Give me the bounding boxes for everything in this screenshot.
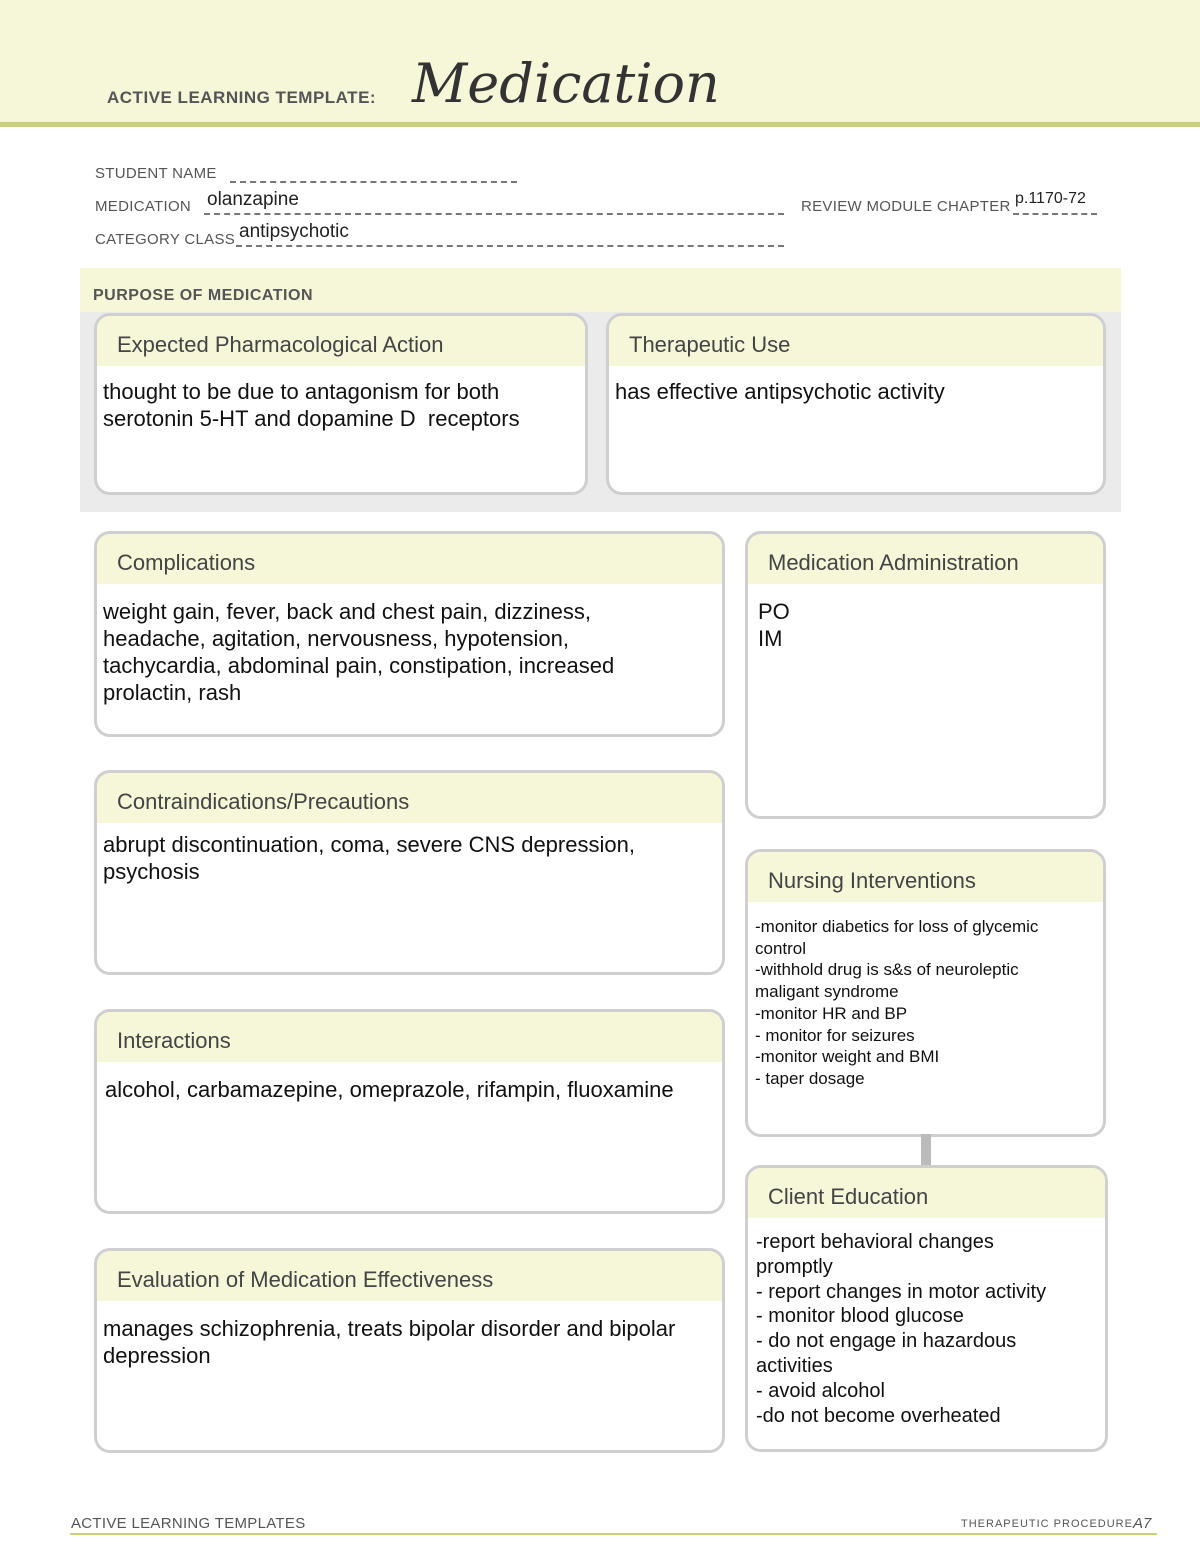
footer-left: ACTIVE LEARNING TEMPLATES — [71, 1515, 306, 1532]
therapeutic-use-title: Therapeutic Use — [609, 316, 1103, 366]
complications-title: Complications — [97, 534, 722, 584]
student-name-label: STUDENT NAME — [95, 165, 217, 182]
medication-value[interactable]: olanzapine — [207, 189, 299, 210]
header-rule — [0, 122, 1200, 127]
page-number: A7 — [1133, 1515, 1152, 1532]
student-name-line — [230, 181, 517, 183]
interactions-body[interactable]: alcohol, carbamazepine, omeprazole, rifampin, fluoxamine — [105, 1077, 674, 1102]
category-class-value[interactable]: antipsychotic — [239, 221, 349, 242]
evaluation-title: Evaluation of Medication Effectiveness — [97, 1251, 722, 1301]
category-class-line — [236, 245, 784, 247]
purpose-label: PURPOSE OF MEDICATION — [93, 287, 313, 304]
therapeutic-use-box — [606, 313, 1106, 495]
expected-action-title: Expected Pharmacological Action — [97, 316, 585, 366]
complications-body[interactable]: weight gain, fever, back and chest pain, dizziness, headache, agitation, nervousness, hypotension, tachycardia, abdominal pain, constipation, increased prolactin, rash — [103, 599, 615, 705]
medication-administration-title: Medication Administration — [748, 534, 1103, 584]
review-module-label: REVIEW MODULE CHAPTER — [801, 198, 1011, 215]
footer-rule — [70, 1533, 1157, 1535]
evaluation-body[interactable]: manages schizophrenia, treats bipolar disorder and bipolar depression — [103, 1316, 676, 1368]
contraindications-body[interactable]: abrupt discontinuation, coma, severe CNS depression, psychosis — [103, 832, 635, 884]
nursing-interventions-title: Nursing Interventions — [748, 852, 1103, 902]
page-title: Medication — [412, 52, 720, 115]
medication-label: MEDICATION — [95, 198, 192, 215]
footer-right: THERAPEUTIC PROCEDURE — [961, 1518, 1133, 1530]
review-module-line — [1013, 213, 1097, 215]
medication-line — [204, 213, 784, 215]
client-education-box — [745, 1165, 1108, 1452]
expected-action-body[interactable]: thought to be due to antagonism for both serotonin 5-HT and dopamine D receptors — [103, 379, 520, 431]
medication-administration-box — [745, 531, 1106, 819]
evaluation-box — [94, 1248, 725, 1453]
expected-action-box — [94, 313, 588, 495]
complications-box — [94, 531, 725, 737]
category-class-label: CATEGORY CLASS — [95, 231, 236, 248]
connector-bar — [921, 1134, 931, 1166]
nursing-interventions-body[interactable]: -monitor diabetics for loss of glycemic control -withhold drug is s&s of neuroleptic maligant syndrome -monitor HR and BP - monitor for seizures -monitor weight and BMI - taper dosage — [755, 917, 1039, 1088]
interactions-box — [94, 1009, 725, 1214]
interactions-title: Interactions — [97, 1012, 722, 1062]
review-module-value[interactable]: p.1170-72 — [1015, 190, 1086, 207]
contraindications-box — [94, 770, 725, 975]
contraindications-title: Contraindications/Precautions — [97, 773, 722, 823]
client-education-body[interactable]: -report behavioral changes promptly - report changes in motor activity - monitor blood glucose - do not engage in hazardous activities - avoid alcohol -do not become overheated — [756, 1231, 1047, 1427]
medication-administration-body[interactable]: PO IM — [758, 599, 790, 651]
header-label: ACTIVE LEARNING TEMPLATE: — [107, 88, 377, 107]
therapeutic-use-body[interactable]: has effective antipsychotic activity — [615, 379, 945, 404]
client-education-title: Client Education — [748, 1168, 1105, 1218]
nursing-interventions-box — [745, 849, 1106, 1137]
